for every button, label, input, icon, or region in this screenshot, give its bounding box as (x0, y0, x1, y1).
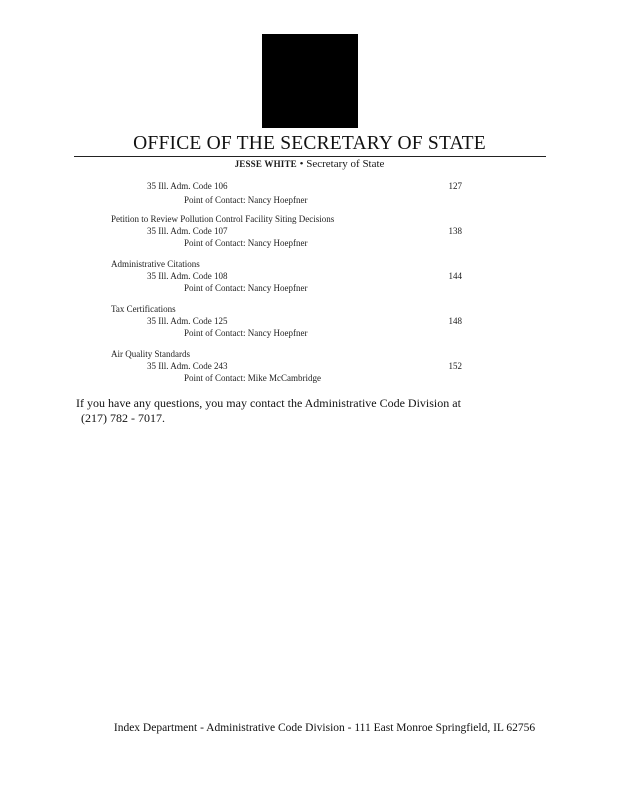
entry-contact: Point of Contact: Nancy Hoepfner (184, 328, 308, 338)
entry-heading: Tax Certifications (111, 304, 176, 314)
entry-heading: Air Quality Standards (111, 349, 190, 359)
office-title: OFFICE OF THE SECRETARY OF STATE (133, 133, 486, 154)
entry-contact: Point of Contact: Nancy Hoepfner (184, 238, 308, 248)
phone-number: (217) 782 - 7017. (81, 411, 165, 425)
closing-paragraph (76, 396, 546, 426)
secretary-name: JESSE WHITE (234, 159, 297, 169)
separator-dot: • (299, 158, 304, 170)
entry-code: 35 Ill. Adm. Code 243 (147, 361, 228, 371)
entry-contact: Point of Contact: Nancy Hoepfner (184, 283, 308, 293)
entry-heading: Petition to Review Pollution Control Facility Siting Decisions (111, 214, 335, 224)
closing-line: If you have any questions, you may contact the Administrative Code Division at (76, 396, 461, 410)
entry-code: 35 Ill. Adm. Code 106 (147, 181, 228, 191)
entry-page: 148 (448, 316, 462, 326)
entry-contact: Point of Contact: Mike McCambridge (184, 373, 321, 383)
footer-address: Index Department - Administrative Code Division - 111 East Monroe Springfield, IL 62756 (113, 722, 536, 734)
entry-page: 144 (448, 271, 462, 281)
header-divider (74, 156, 546, 157)
secretary-role: Secretary of State (306, 158, 385, 170)
entry-page: 152 (448, 361, 462, 371)
secretary-line (0, 158, 619, 170)
entry-page: 127 (448, 181, 462, 191)
entry-code: 35 Ill. Adm. Code 107 (147, 226, 228, 236)
entry-code: 35 Ill. Adm. Code 125 (147, 316, 228, 326)
state-seal-image (262, 34, 358, 128)
entry-code: 35 Ill. Adm. Code 108 (147, 271, 228, 281)
entry-page: 138 (448, 226, 462, 236)
entry-heading: Administrative Citations (111, 259, 200, 269)
entry-contact: Point of Contact: Nancy Hoepfner (184, 195, 308, 205)
